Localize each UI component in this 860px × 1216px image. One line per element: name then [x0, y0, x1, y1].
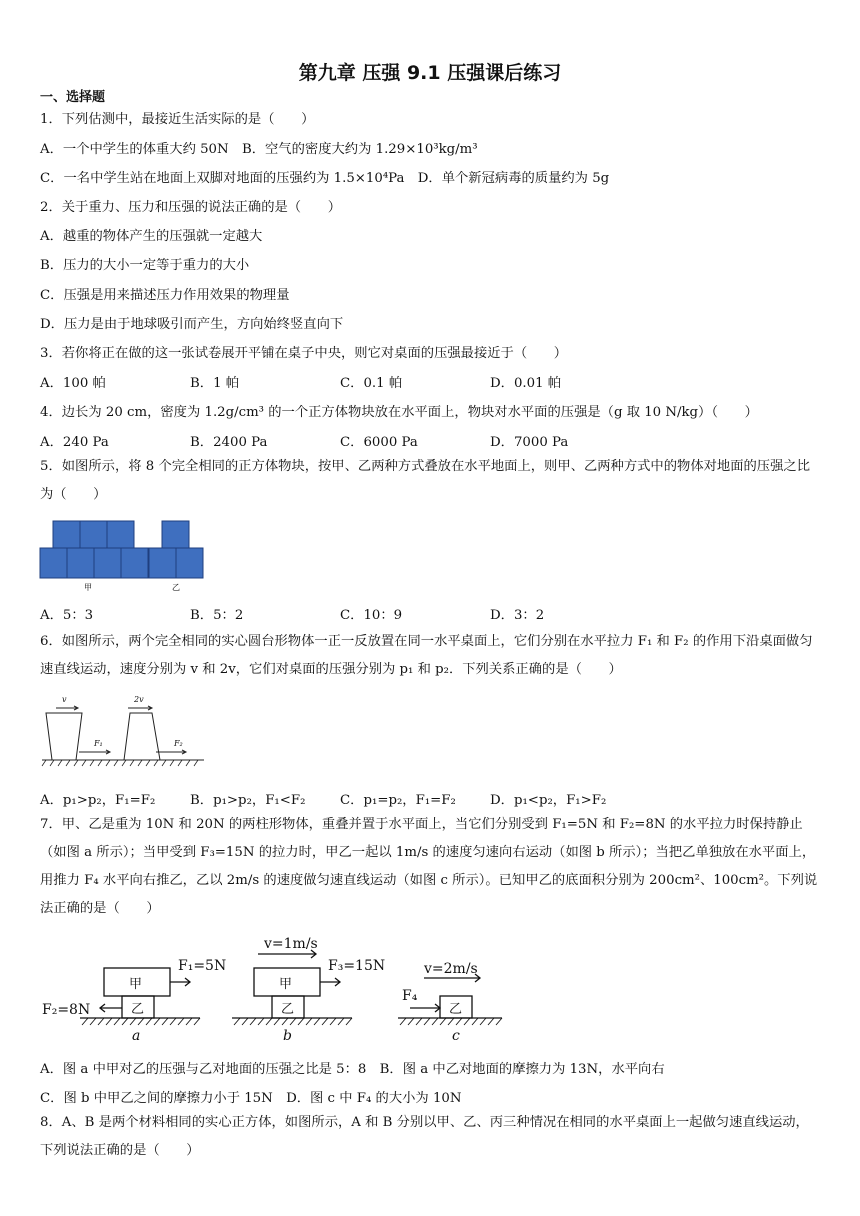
label-f3: F₃=15N	[328, 958, 386, 974]
label-f1: F₁	[94, 739, 103, 748]
block	[107, 521, 134, 548]
caption-a: a	[132, 1028, 141, 1044]
question-5-option-d: D．3：2	[490, 608, 545, 623]
figure-label-jia: 甲	[84, 583, 92, 592]
label-jia-b: 甲	[279, 977, 293, 992]
question-2-option-d: D．压力是由于地球吸引而产生，方向始终竖直向下	[40, 317, 344, 332]
label-f4: F₄	[402, 988, 418, 1004]
question-6-option-d: D．p₁<p₂，F₁>F₂	[490, 793, 607, 808]
question-5-option-b: B．5：2	[190, 608, 244, 623]
block	[149, 548, 176, 578]
question-3-option-c: C．0.1 帕	[340, 376, 403, 391]
question-2-stem: 2．关于重力、压力和压强的说法正确的是（ ）	[40, 200, 341, 215]
question-6-figure	[38, 688, 208, 774]
question-4-option-c: C．6000 Pa	[340, 435, 418, 450]
question-6-option-c: C．p₁=p₂，F₁=F₂	[340, 793, 456, 808]
label-v-c: v=2m/s	[424, 961, 478, 977]
question-3-option-d: D．0.01 帕	[490, 376, 562, 391]
question-4-option-d: D．7000 Pa	[490, 435, 569, 450]
label-f1: F₁=5N	[178, 958, 227, 974]
question-3-stem: 3．若你将正在做的这一张试卷展开平铺在桌子中央，则它对桌面的压强最接近于（ ）	[40, 346, 568, 361]
block	[80, 521, 107, 548]
frustum-upright	[124, 713, 160, 760]
question-1-stem: 1．下列估测中，最接近生活实际的是（ ）	[40, 112, 315, 127]
block	[94, 548, 121, 578]
question-1-options-cd: C．一名中学生站在地面上双脚对地面的压强约为 1.5×10⁴Pa D．单个新冠病毒的质量约为 5g	[40, 171, 610, 186]
question-4-stem: 4．边长为 20 cm，密度为 1.2g/cm³ 的一个正方体物块放在水平面上，物块对水平面的压强是（g 取 10 N/kg）（ ）	[40, 405, 758, 420]
label-yi-b: 乙	[281, 1002, 295, 1017]
question-7-figure	[40, 930, 530, 1048]
question-1-options-ab: A．一个中学生的体重大约 50N B．空气的密度大约为 1.29×10³kg/m³	[40, 142, 478, 157]
question-4-option-b: B．2400 Pa	[190, 435, 268, 450]
question-6-option-a: A．p₁>p₂，F₁=F₂	[40, 793, 156, 808]
figure-label-yi: 乙	[172, 583, 180, 592]
question-4-option-a: A．240 Pa	[40, 435, 109, 450]
question-6-stem: 6．如图所示，两个完全相同的实心圆台形物体一正一反放置在同一水平桌面上，它们分别在水平拉力 F₁ 和 F₂ 的作用下沿桌面做匀速直线运动，速度分别为 v 和 2v，它们对桌面的压强分别为 p₁ 和 p₂．下列关系正确的是（ ）	[40, 634, 813, 677]
question-7-options-ab: A．图 a 中甲对乙的压强与乙对地面的压强之比是 5：8 B．图 a 中乙对地面的摩擦力为 13N，水平向右	[40, 1062, 665, 1077]
label-f2: F₂=8N	[42, 1002, 91, 1018]
block	[176, 548, 203, 578]
question-2-option-c: C．压强是用来描述压力作用效果的物理量	[40, 288, 290, 303]
question-5-option-a: A．5：3	[40, 608, 94, 623]
block	[53, 521, 80, 548]
question-3-option-b: B．1 帕	[190, 376, 240, 391]
label-yi-a: 乙	[131, 1002, 145, 1017]
label-2v: 2v	[134, 695, 144, 704]
label-f2: F₂	[174, 739, 183, 748]
question-5-option-c: C．10：9	[340, 608, 403, 623]
page-title: 第九章 压强 9.1 压强课后练习	[298, 62, 562, 84]
block	[40, 548, 67, 578]
section-heading: 一、选择题	[40, 90, 106, 105]
question-2-option-b: B．压力的大小一定等于重力的大小	[40, 258, 250, 273]
question-3-option-a: A．100 帕	[40, 376, 106, 391]
label-jia-a: 甲	[129, 977, 143, 992]
question-5-stem: 5．如图所示，将 8 个完全相同的正方体物块，按甲、乙两种方式叠放在水平地面上，则甲、乙两种方式中的物体对地面的压强之比为（ ）	[40, 459, 810, 502]
label-v-b: v=1m/s	[264, 936, 318, 952]
caption-c: c	[452, 1028, 460, 1044]
block	[162, 521, 189, 548]
block	[67, 548, 94, 578]
question-7-options-cd: C．图 b 中甲乙之间的摩擦力小于 15N D．图 c 中 F₄ 的大小为 10N	[40, 1091, 462, 1106]
caption-b: b	[283, 1028, 292, 1044]
question-6-option-b: B．p₁>p₂，F₁<F₂	[190, 793, 306, 808]
label-yi-c: 乙	[449, 1002, 463, 1017]
question-7-stem: 7．甲、乙是重为 10N 和 20N 的两柱形物体，重叠并置于水平面上，当它们分别受到 F₁=5N 和 F₂=8N 的水平拉力时保持静止（如图 a 所示）；当甲受到 F₃=15N 的拉力时，甲乙一起以 1m/s 的速度匀速向右运动（如图 b 所示）；当把乙单独放在水平面上，用推力 F₄ 水平向右推乙，乙以 2m/s 的速度做匀速直线运动（如图 c 所示）。已知甲乙的底面积分别为 200cm²、100cm²。下列说法正确的是（ ）	[40, 817, 818, 916]
question-8-stem: 8．A、B 是两个材料相同的实心正方体，如图所示，A 和 B 分别以甲、乙、丙三种情况在相同的水平桌面上一起做匀速直线运动，下列说法正确的是（ ）	[40, 1115, 809, 1158]
question-5-figure	[38, 518, 218, 596]
frustum-inverted	[46, 713, 82, 760]
block	[121, 548, 148, 578]
label-v: v	[62, 695, 67, 704]
question-2-option-a: A．越重的物体产生的压强就一定越大	[40, 229, 263, 244]
